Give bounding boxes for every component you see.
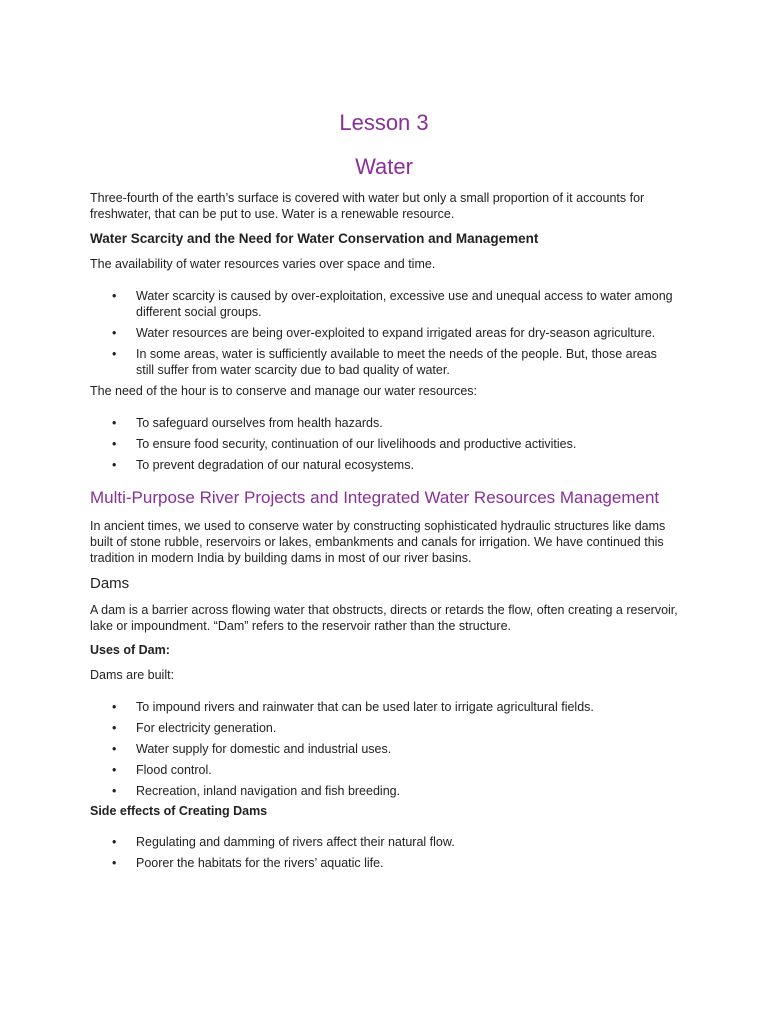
dam-uses-list	[90, 699, 678, 799]
dams-heading: Dams	[90, 575, 130, 592]
scarcity-list	[90, 288, 678, 378]
list-item-text: Water resources are being over-exploited to expand irrigated areas for dry-season agriculture.	[136, 326, 656, 340]
dams-built-paragraph: Dams are built:	[90, 668, 175, 682]
intro-paragraph: Three-fourth of the earth’s surface is covered with water but only a small proportion of it accounts for freshwater, that can be put to use. Water is a renewable resource.	[90, 191, 645, 221]
bullet-icon: •	[112, 416, 117, 430]
bullet-icon: •	[112, 763, 117, 777]
bullet-icon: •	[112, 458, 117, 472]
list-item	[90, 699, 678, 715]
bullet-icon: •	[112, 835, 117, 849]
list-item	[90, 741, 678, 757]
bullet-icon: •	[112, 700, 117, 714]
list-item-text: To ensure food security, continuation of our livelihoods and productive activities.	[136, 437, 577, 451]
scarcity-paragraph: The availability of water resources varies over space and time.	[90, 257, 436, 271]
list-item-text: To prevent degradation of our natural ecosystems.	[136, 458, 414, 472]
side-effects-heading: Side effects of Creating Dams	[90, 804, 268, 818]
bullet-icon: •	[112, 437, 117, 451]
list-item	[90, 346, 678, 378]
page-title: Water	[355, 154, 413, 179]
list-item	[90, 855, 678, 871]
projects-heading: Multi-Purpose River Projects and Integrated Water Resources Management	[90, 488, 660, 507]
list-item	[90, 834, 678, 850]
list-item-text: Regulating and damming of rivers affect their natural flow.	[136, 835, 455, 849]
bullet-icon: •	[112, 856, 117, 870]
list-item-text: Flood control.	[136, 763, 212, 777]
list-item	[90, 436, 678, 452]
list-item	[90, 457, 678, 473]
list-item-text: Water scarcity is caused by over-exploitation, excessive use and unequal access to water among different social groups.	[136, 289, 673, 319]
list-item-text: Poorer the habitats for the rivers’ aquatic life.	[136, 856, 384, 870]
list-item-text: To safeguard ourselves from health hazards.	[136, 416, 383, 430]
side-effects-list	[90, 834, 678, 871]
bullet-icon: •	[112, 742, 117, 756]
list-item	[90, 762, 678, 778]
lesson-number: Lesson 3	[339, 110, 429, 135]
list-item	[90, 288, 678, 320]
list-item	[90, 783, 678, 799]
list-item	[90, 720, 678, 736]
list-item-text: In some areas, water is sufficiently available to meet the needs of the people. But, those areas still suffer from water scarcity due to bad quality of water.	[136, 347, 657, 377]
need-paragraph: The need of the hour is to conserve and manage our water resources:	[90, 384, 478, 398]
list-item	[90, 415, 678, 431]
uses-heading: Uses of Dam:	[90, 643, 170, 657]
bullet-icon: •	[112, 289, 117, 303]
list-item-text: For electricity generation.	[136, 721, 277, 735]
bullet-icon: •	[112, 347, 117, 361]
bullet-icon: •	[112, 784, 117, 798]
list-item	[90, 325, 678, 341]
bullet-icon: •	[112, 326, 117, 340]
need-list	[90, 415, 678, 473]
list-item-text: Recreation, inland navigation and fish breeding.	[136, 784, 401, 798]
dams-paragraph: A dam is a barrier across flowing water that obstructs, directs or retards the flow, often creating a reservoir, lake or impoundment. “Dam” refers to the reservoir rather than the structure.	[90, 603, 678, 633]
scarcity-heading: Water Scarcity and the Need for Water Conservation and Management	[90, 231, 539, 246]
bullet-icon: •	[112, 721, 117, 735]
projects-paragraph: In ancient times, we used to conserve water by constructing sophisticated hydraulic structures like dams built of stone rubble, reservoirs or lakes, embankments and canals for irrigation. We have continued this tradition in modern India by building dams in most of our river basins.	[90, 519, 666, 565]
list-item-text: Water supply for domestic and industrial uses.	[136, 742, 392, 756]
list-item-text: To impound rivers and rainwater that can be used later to irrigate agricultural fields.	[136, 700, 594, 714]
